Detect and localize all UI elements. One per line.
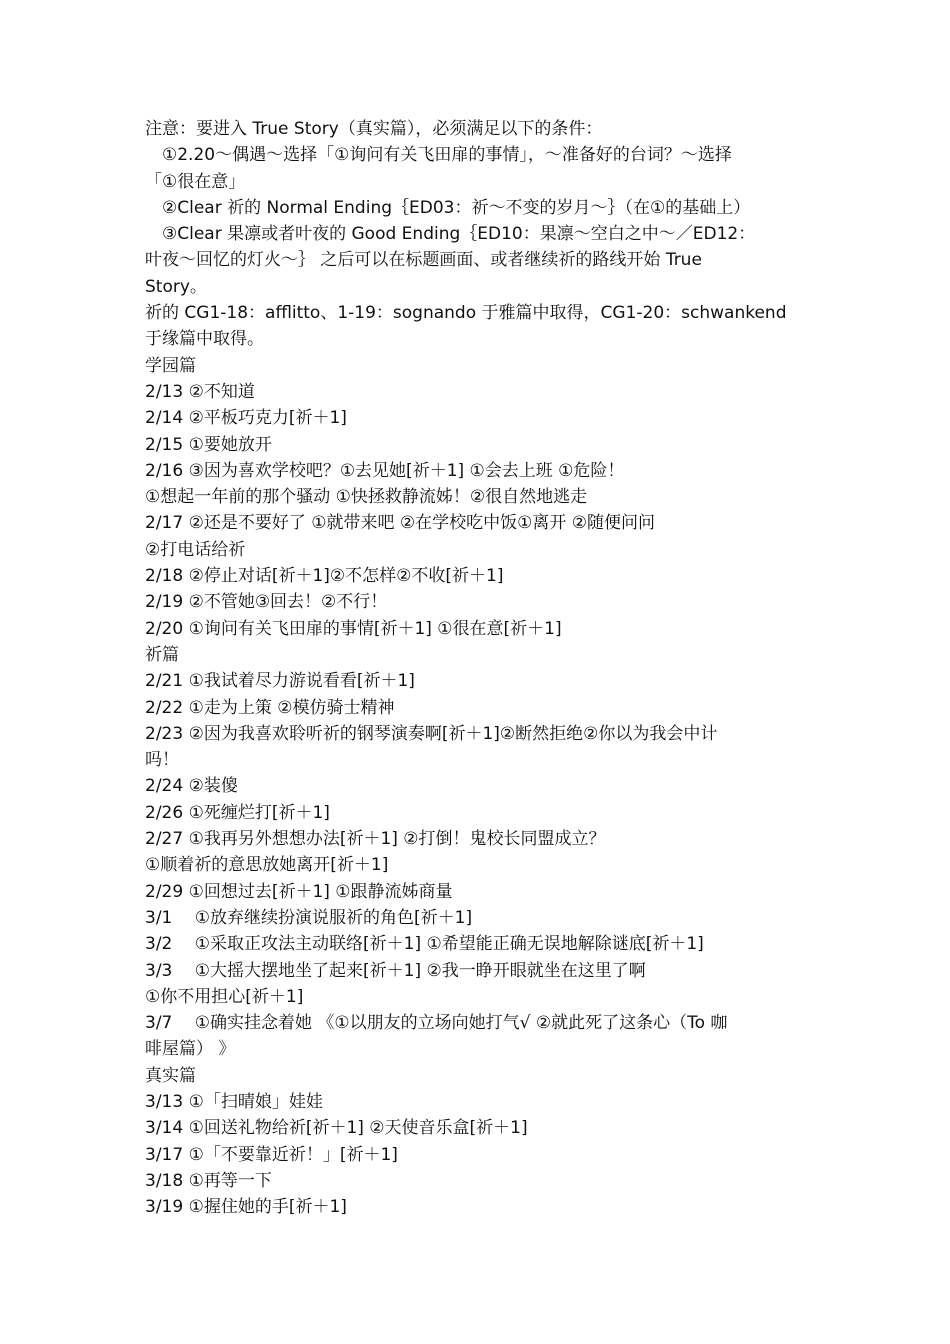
text-line: 「①很在意」 [145, 171, 246, 192]
text-line: 2/13 ②不知道 [145, 381, 255, 402]
text-line: ①你不用担心[祈＋1] [145, 986, 304, 1007]
text-line: 吗！ [145, 750, 179, 771]
text-line: ③Clear 果凛或者叶夜的 Good Ending｛ED10：果凛～空白之中～／ED12： [145, 224, 756, 245]
text-line: 于缘篇中取得。 [145, 329, 264, 350]
text-line: 啡屋篇） 》 [145, 1039, 236, 1060]
section-heading: 祈篇 [145, 644, 179, 665]
text-line: 3/3 ①大摇大摆地坐了起来[祈＋1] ②我一睁开眼就坐在这里了啊 [145, 960, 646, 981]
section-heading: 学园篇 [145, 355, 196, 376]
text-line: Story。 [145, 276, 207, 297]
text-line: 2/14 ②平板巧克力[祈＋1] [145, 408, 347, 429]
text-line: ①顺着祈的意思放她离开[祈＋1] [145, 855, 389, 876]
text-line: 2/26 ①死缠烂打[祈＋1] [145, 802, 330, 823]
text-line: ①2.20～偶遇～选择「①询问有关飞田扉的事情」，～准备好的台词？～选择 [145, 145, 732, 166]
text-line: 3/13 ①「扫晴娘」娃娃 [145, 1091, 323, 1112]
text-line: 2/27 ①我再另外想想办法[祈＋1] ②打倒！鬼校长同盟成立？ [145, 829, 606, 850]
text-line: 2/23 ②因为我喜欢聆听祈的钢琴演奏啊[祈＋1]②断然拒绝②你以为我会中计 [145, 723, 718, 744]
text-line: 2/21 ①我试着尽力游说看看[祈＋1] [145, 671, 415, 692]
text-line: 3/19 ①握住她的手[祈＋1] [145, 1197, 347, 1218]
text-line: 2/20 ①询问有关飞田扉的事情[祈＋1] ①很在意[祈＋1] [145, 618, 562, 639]
document-page [145, 116, 810, 1220]
text-line: 2/18 ②停止对话[祈＋1]②不怎样②不收[祈＋1] [145, 566, 504, 587]
text-line: ②Clear 祈的 Normal Ending｛ED03：祈～不变的岁月～｝（在①的基础上） [145, 197, 751, 218]
text-line: 2/19 ②不管她③回去！②不行！ [145, 592, 388, 613]
text-line: 3/1 ①放弃继续扮演说服祈的角色[祈＋1] [145, 907, 473, 928]
text-line: 3/2 ①采取正攻法主动联络[祈＋1] ①希望能正确无误地解除谜底[祈＋1] [145, 934, 704, 955]
text-line: 叶夜～回忆的灯火～｝ 之后可以在标题画面、或者继续祈的路线开始 True [145, 250, 702, 271]
text-line: ②打电话给祈 [145, 539, 246, 560]
text-line: 3/7 ①确实挂念着她 《①以朋友的立场向她打气√ ②就此死了这条心（To 咖 [145, 1013, 728, 1034]
text-line: 注意：要进入 True Story（真实篇），必须满足以下的条件： [145, 119, 603, 139]
text-line: 2/16 ③因为喜欢学校吧？①去见她[祈＋1] ①会去上班 ①危险！ [145, 460, 625, 481]
text-line: 3/14 ①回送礼物给祈[祈＋1] ②天使音乐盒[祈＋1] [145, 1118, 528, 1139]
text-line: 祈的 CG1-18：afflitto、1-19：sognando 于雅篇中取得，CG1-20：schwankend [145, 303, 787, 324]
text-line: 2/24 ②装傻 [145, 776, 238, 797]
text-line: 3/17 ①「不要靠近祈！」[祈＋1] [145, 1144, 398, 1165]
text-line: 3/18 ①再等一下 [145, 1170, 272, 1191]
text-line: 2/29 ①回想过去[祈＋1] ①跟静流姊商量 [145, 881, 453, 902]
text-line: ①想起一年前的那个骚动 ①快拯救静流姊！②很自然地逃走 [145, 487, 588, 508]
text-line: 2/22 ①走为上策 ②模仿骑士精神 [145, 697, 395, 718]
text-line: 2/17 ②还是不要好了 ①就带来吧 ②在学校吃中饭①离开 ②随便问问 [145, 513, 655, 534]
section-heading: 真实篇 [145, 1065, 196, 1086]
text-line: 2/15 ①要她放开 [145, 434, 272, 455]
